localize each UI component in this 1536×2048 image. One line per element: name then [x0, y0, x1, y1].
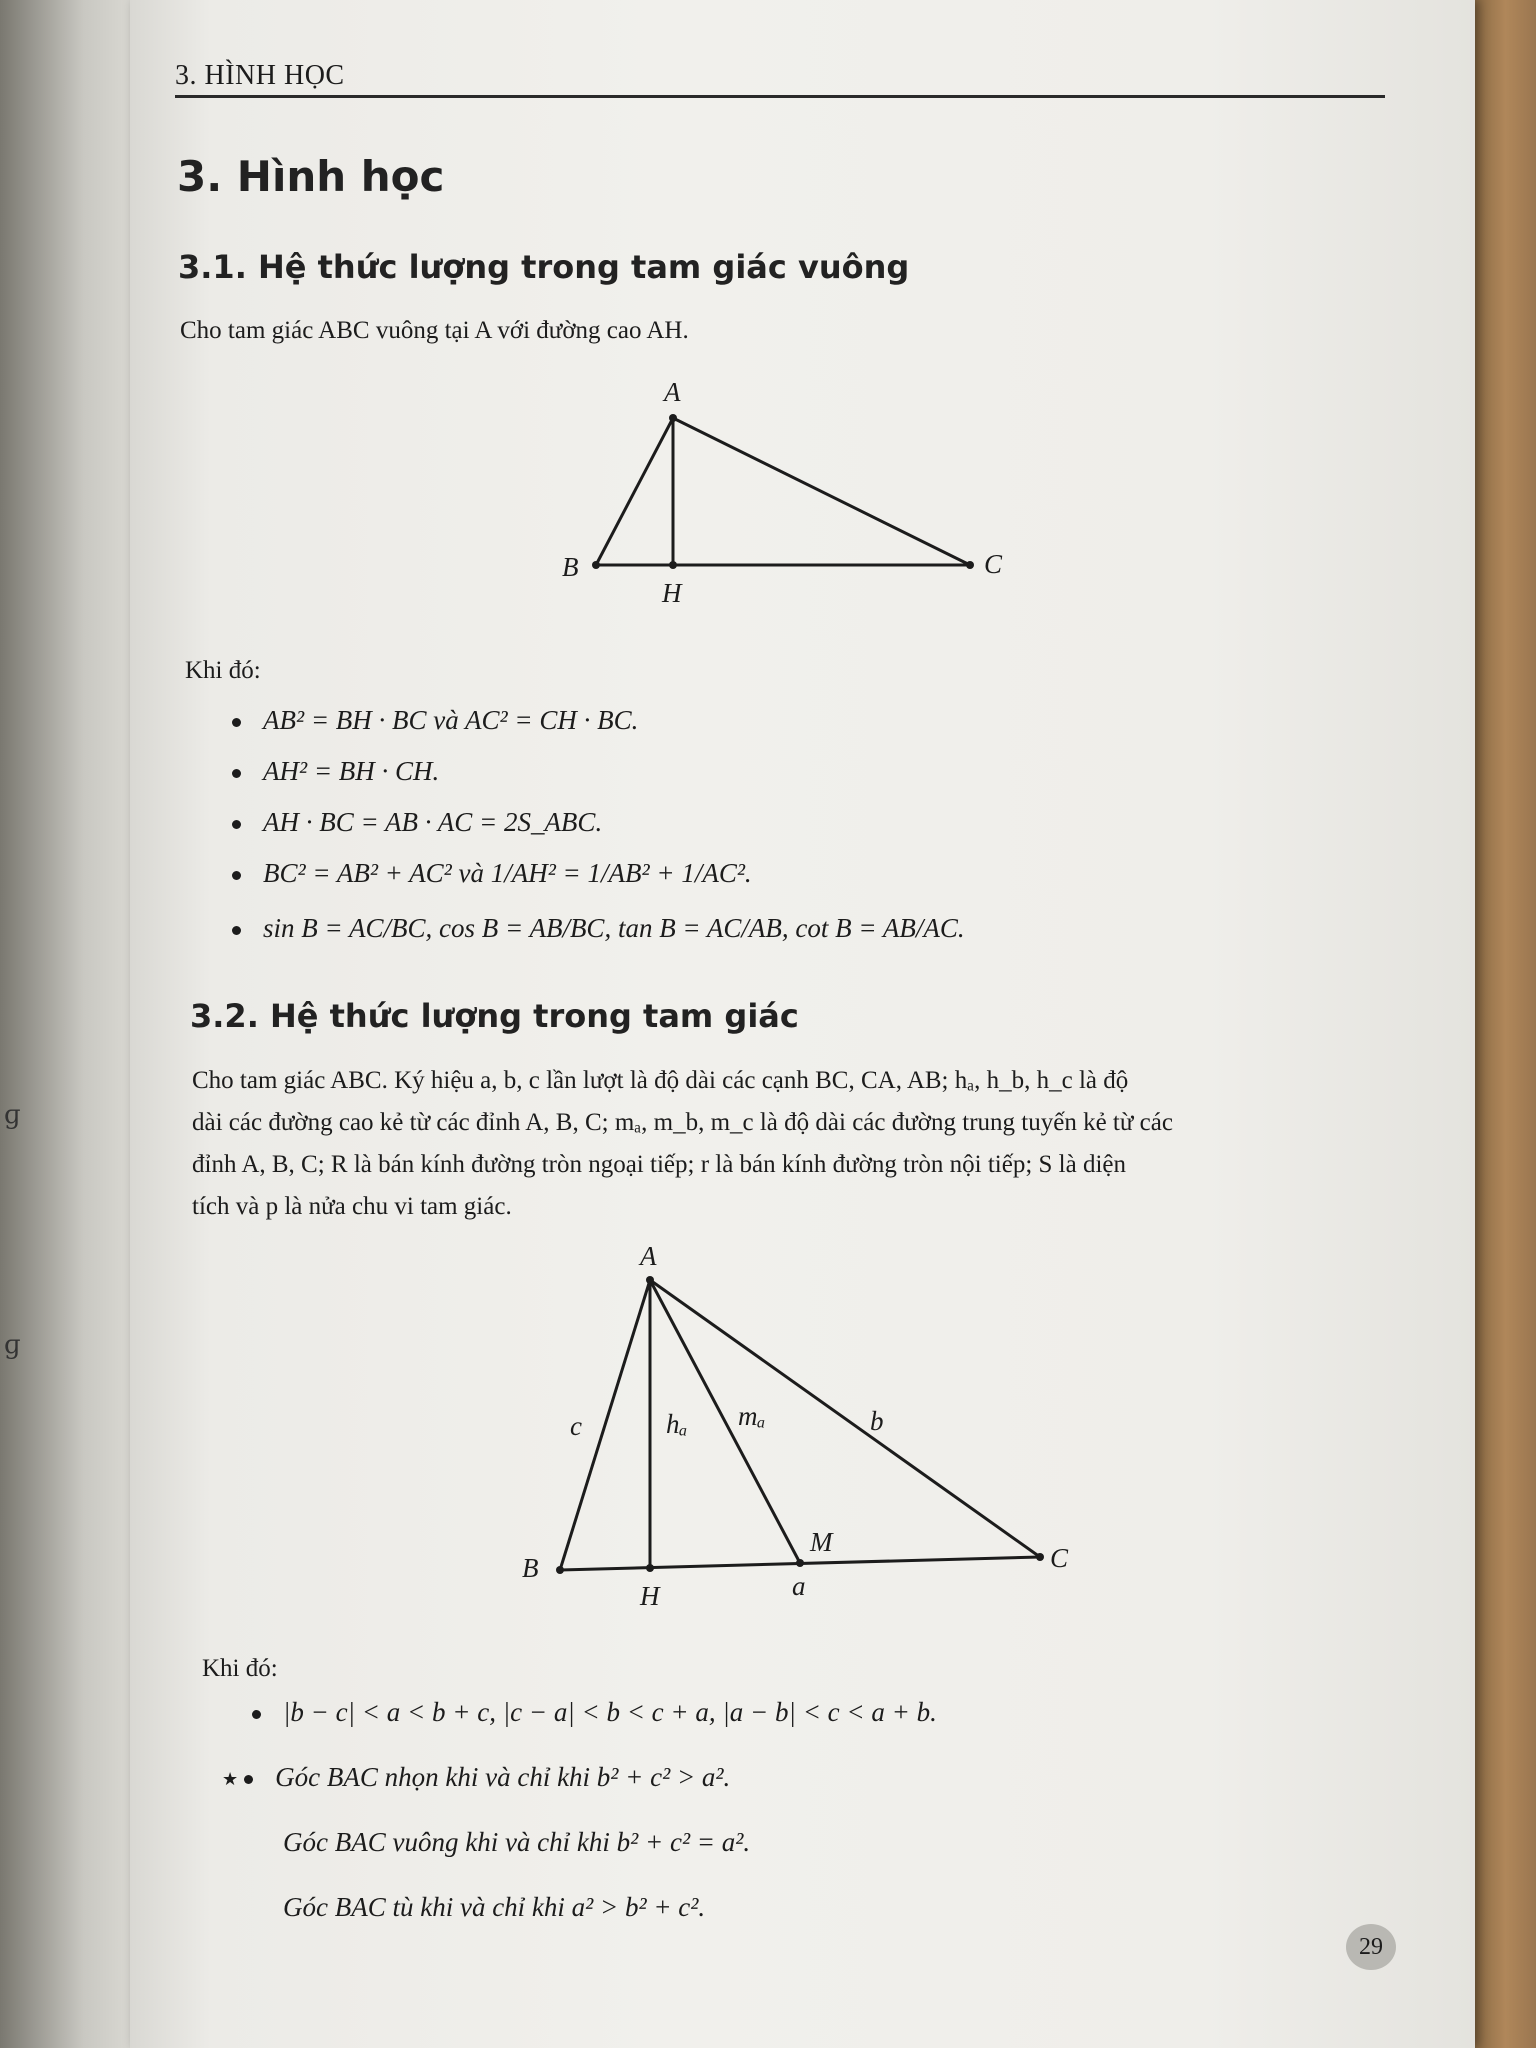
spine-glyph: ɡ: [4, 1100, 21, 1130]
general-triangle-figure: [510, 1235, 1110, 1615]
point-b: [592, 561, 600, 569]
side-ab: [596, 418, 673, 565]
formula-item: ★ Góc BAC nhọn khi và chỉ khi b² + c² > a².: [222, 1762, 731, 1792]
bullet-dot: [232, 871, 241, 880]
label-h: H: [662, 578, 682, 608]
section-1-title: 3.1. Hệ thức lượng trong tam giác vuông: [178, 248, 910, 286]
bullet-dot: [232, 926, 241, 935]
paragraph-line: Cho tam giác ABC. Ký hiệu a, b, c lần lượt là độ dài các cạnh BC, CA, AB; hₐ, h_b, h_c là độ: [192, 1067, 1129, 1094]
bullet-dot: [232, 718, 241, 727]
table-surface: [1475, 0, 1536, 2048]
star-icon: ★: [222, 1769, 239, 1790]
formula-item: Góc BAC tù khi và chỉ khi a² > b² + c².: [283, 1892, 706, 1922]
point-a: [669, 414, 677, 422]
point-h: [669, 561, 677, 569]
label-a: A: [664, 377, 681, 407]
point-b: [556, 1566, 564, 1574]
point-c: [966, 561, 974, 569]
section-2-khi-do: Khi đó:: [202, 1655, 278, 1682]
label-a: A: [640, 1241, 657, 1271]
label-c: C: [1050, 1543, 1069, 1573]
label-side-b: b: [870, 1406, 884, 1436]
label-side-c: c: [570, 1411, 582, 1441]
page-number: 29: [1346, 1924, 1396, 1970]
bullet-dot: [232, 820, 241, 829]
bullet-dot: [232, 769, 241, 778]
label-b: B: [562, 552, 579, 582]
label-h: H: [640, 1581, 660, 1611]
side-ac: [673, 418, 970, 565]
point-a: [646, 1276, 654, 1284]
paragraph-line: đỉnh A, B, C; R là bán kính đường tròn ngoại tiếp; r là bán kính đường tròn nội tiếp; S là diện: [192, 1151, 1127, 1178]
bullet-dot: [244, 1775, 253, 1784]
paragraph-line: dài các đường cao kẻ từ các đỉnh A, B, C; mₐ, m_b, m_c là độ dài các đường trung tuyến kẻ từ các: [192, 1109, 1173, 1136]
point-c: [1036, 1553, 1044, 1561]
label-side-a: a: [792, 1571, 806, 1601]
side-b: [650, 1280, 1040, 1557]
formula-item: AB² = BH · BC và AC² = CH · BC.: [232, 705, 638, 736]
section-1-intro: Cho tam giác ABC vuông tại A với đường cao AH.: [180, 317, 689, 344]
formula-item: AH² = BH · CH.: [232, 756, 439, 787]
bullet-dot: [252, 1710, 261, 1719]
chapter-title: 3. Hình học: [177, 152, 445, 201]
section-2-title: 3.2. Hệ thức lượng trong tam giác: [190, 997, 799, 1035]
formula-item: sin B = AC/BC, cos B = AB/BC, tan B = AC/AB, cot B = AB/AC.: [232, 913, 965, 944]
formula-item: AH · BC = AB · AC = 2S_ABC.: [232, 807, 602, 838]
header-rule: [175, 95, 1385, 98]
formula-item: Góc BAC vuông khi và chỉ khi b² + c² = a².: [283, 1827, 751, 1857]
label-b: B: [522, 1553, 539, 1583]
point-m: [796, 1559, 804, 1567]
label-ma: mₐ: [738, 1401, 766, 1431]
label-c: C: [984, 549, 1003, 579]
section-2-paragraph: [192, 1060, 1392, 1228]
label-ha: hₐ: [666, 1409, 688, 1439]
spine-glyph: ɡ: [4, 1330, 21, 1360]
book-spine: [0, 0, 140, 2048]
formula-item: BC² = AB² + AC² và 1/AH² = 1/AB² + 1/AC².: [232, 858, 752, 889]
formula-item: |b − c| < a < b + c, |c − a| < b < c + a, |a − b| < c < a + b.: [252, 1697, 937, 1728]
paragraph-line: tích và p là nửa chu vi tam giác.: [192, 1193, 512, 1220]
section-1-khi-do: Khi đó:: [185, 657, 261, 684]
running-head: 3. HÌNH HỌC: [175, 60, 345, 91]
right-triangle-figure: [540, 370, 1020, 620]
point-h: [646, 1564, 654, 1572]
label-m: M: [810, 1527, 833, 1557]
